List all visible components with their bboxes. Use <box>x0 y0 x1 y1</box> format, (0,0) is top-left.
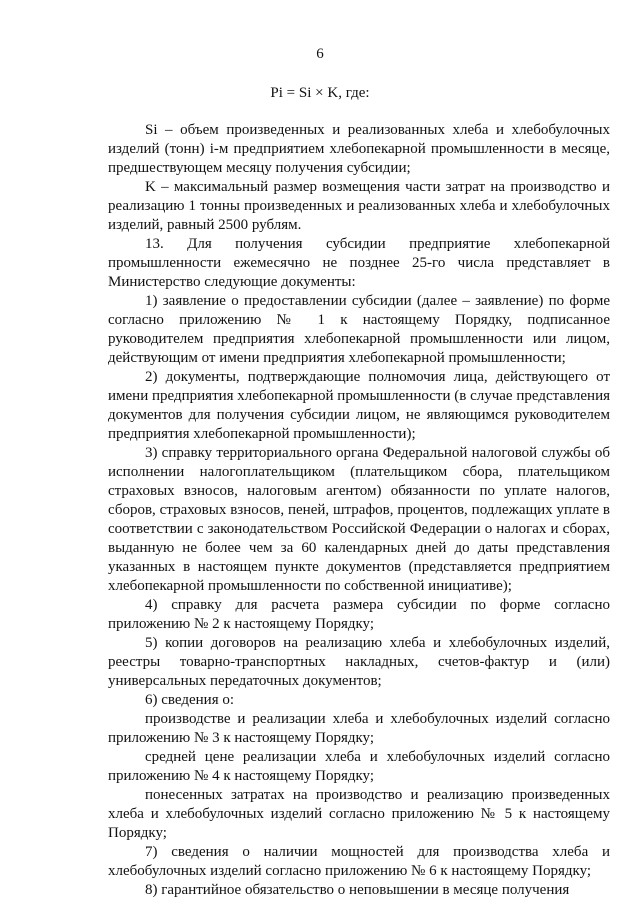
paragraph-item-7: 7) сведения о наличии мощностей для производства хлеба и хлебобулочных изделий согласно приложению № 6 к настоящему Порядку; <box>108 844 610 879</box>
paragraph-si-definition: Si – объем произведенных и реализованных хлеба и хлебобулочных изделий (тонн) i-м предприятием хлебопекарной промышленности в месяце, предшествующем месяцу получения субсидии; <box>108 122 610 176</box>
paragraph-item-1: 1) заявление о предоставлении субсидии (далее – заявление) по форме согласно приложению № 1 к настоящему Порядку, подписанное руководителем предприятия хлебопекарной промышленности или лицом, действующим от имени предприятия хлебопекарной промышленности; <box>108 293 610 366</box>
paragraph-item-6: 6) сведения о: <box>145 692 235 708</box>
paragraph-section-13: 13. Для получения субсидии предприятие хлебопекарной промышленности ежемесячно не позднее 25-го числа представляет в Министерство следующие документы: <box>108 236 610 290</box>
paragraph-item-6-costs: понесенных затратах на производство и реализацию произведенных хлеба и хлебобулочных изделий согласно приложению № 5 к настоящему Порядку; <box>108 787 610 841</box>
paragraph-item-4: 4) справку для расчета размера субсидии по форме согласно приложению № 2 к настоящему Порядку; <box>108 597 610 632</box>
paragraph-item-5: 5) копии договоров на реализацию хлеба и хлебобулочных изделий, реестры товарно-транспортных накладных, счетов-фактур и (или) универсальных передаточных документов; <box>108 635 610 689</box>
paragraph-item-3: 3) справку территориального органа Федеральной налоговой службы об исполнении налогоплательщиком (плательщиком сбора, плательщиком страховых взносов, налоговым агентом) обязанности по уплате налогов, сборов, страховых взносов, пеней, штрафов, процентов, подлежащих уплате в соответствии с законодательством Российской Федерации о налогах и сборах, выданную не более чем за 60 календарных дней до даты представления указанных в настоящем пункте документов (представляется предприятием хлебопекарной промышленности по собственной инициативе); <box>108 445 610 594</box>
document-body <box>108 121 610 900</box>
paragraph-item-6-price: средней цене реализации хлеба и хлебобулочных изделий согласно приложению № 4 к настоящему Порядку; <box>108 749 610 784</box>
paragraph-item-6-production: производстве и реализации хлеба и хлебобулочных изделий согласно приложению № 3 к настоящему Порядку; <box>108 711 610 746</box>
paragraph-k-definition: K – максимальный размер возмещения части затрат на производство и реализацию 1 тонны произведенных и реализованных хлеба и хлебобулочных изделий, равный 2500 рублям. <box>108 179 610 233</box>
subsidy-formula: Pi = Si × K, где: <box>270 85 370 101</box>
paragraph-item-2: 2) документы, подтверждающие полномочия лица, действующего от имени предприятия хлебопекарной промышленности (в случае представления документов для получения субсидии лицом, не являющимся руководителем предприятия хлебопекарной промышленности); <box>108 369 610 442</box>
page-number: 6 <box>316 46 324 62</box>
paragraph-item-8: 8) гарантийное обязательство о неповышении в месяце получения <box>145 882 570 898</box>
